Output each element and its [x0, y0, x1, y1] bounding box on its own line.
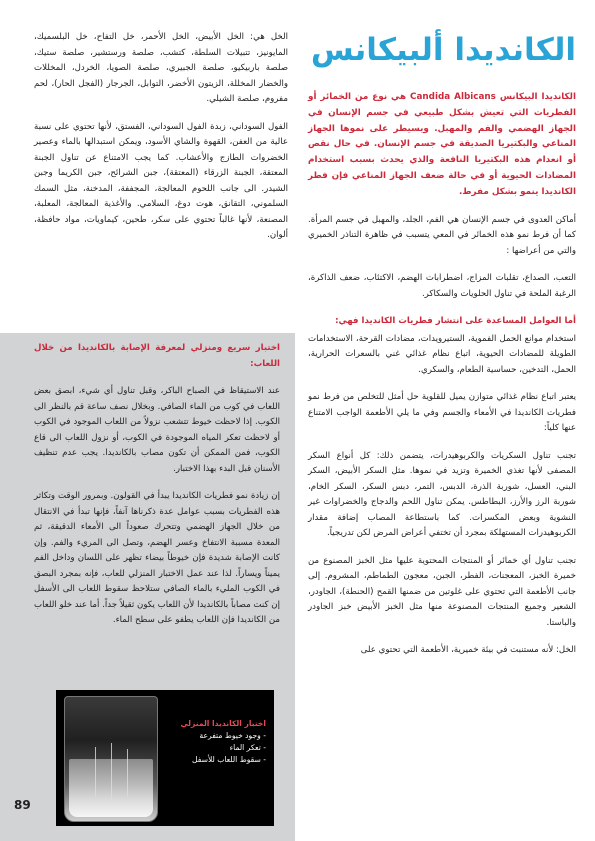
- photo-caption-item: - سقوط اللعاب للأسفل: [192, 755, 266, 764]
- saliva-test-photo: [56, 690, 274, 826]
- photo-caption-item: - تعكر الماء: [229, 743, 266, 752]
- sidebar-paragraph: إن زيادة نمو فطريات الكانديدا يبدأ في القولون. وبمرور الوقت وتكاثر هذه الفطريات بسبب عوامل عدة ذكرناها آنفاً، فإنها تبدأ في الانتقال من خلال الجهاز الهضمي وتتحرك صعوداً الى الأمعاء الدقيقة، ثم المعدة مسببة الانتفاخ وعسر الهضم، وتصل الى المريء والفم. وإن كانت الإصابة شديدة فإن خيوطاً بيضاء تظهر على اللسان وداخل الفم يميناً ويساراً. لذا عند عمل الاختبار المنزلي للعاب، فإنه بمجرد البصق في الكوب المليء بالماء الصافي ستلاحظ سقوط اللعاب الى الأسفل إن كنت مصاباً بالكانديدا لأن اللعاب يكون ثقيلاً جداً. أما عند خلو اللعاب من الكانديدا فإن اللعاب يطفو على سطح الماء.: [34, 491, 280, 625]
- body-paragraph: تجنب تناول السكريات والكربوهيدرات، يتضمن ذلك: كل أنواع السكر المصفى لأنها تغذي الخميرة وتزيد في نموها. مثل السكر الأبيض، السكر البني، العسل، شوربة الذرة، الدبس، التمر، دبس السكر، السكر الخام، شوربة الرز والأرز، البطاطس. يمكن تناول اللحم والدجاج والخضراوات غير النشوية وبعض المكسرات. كما باستطاعة المصاب إضافة مقدار الكربوهيدرات المستهلكة بمجرد أن تختفي أعراض المرض لكن تدريجياً.: [308, 450, 576, 539]
- body-paragraph: التعب، الصداع، تقلبات المزاج، اضطرابات الهضم، الاكتئاب، ضعف الذاكرة، الرغبة الملحة في تناول الحلويات والسكاكر.: [308, 273, 576, 299]
- saliva-strand: [95, 747, 96, 797]
- body-paragraph: الخل هي: الخل الأبيض، الخل الأحمر، خل التفاح، خل البلسميك، المايونيز، تتبيلات السلطة، كتشب، صلصة ورستشير، صلصة ستيك، صلصة باربيكيو، صلصة الجبيري، صلصة الصويا، الخردل، المخللات والخضار المخللة، الزيتون الأخضر، التوابل، الجرجار (الفجل الحار)، لحم مفروم، صلصة الشيلي.: [34, 32, 288, 104]
- body-paragraph: أماكن العدوى في جسم الإنسان هي الفم، الجلد، والمهبل في جسم المرأة. كما أن فرط نمو هذه الخمائر في المعي يتسبب في ظاهرة التناذر الخميري والتي من أعراضها :: [308, 214, 576, 256]
- right-column: [308, 24, 576, 671]
- glass-of-water-image: [64, 696, 158, 822]
- sidebar-box-title: اختبار سريع ومنزلي لمعرفة الإصابة بالكانديدا من خلال اللعاب:: [34, 343, 280, 369]
- saliva-strand: [111, 743, 112, 803]
- page-number: 89: [14, 798, 31, 812]
- section-subheading: أما العوامل المساعدة على انتشار فطريات الكانديدا فهي:: [335, 316, 576, 327]
- sidebar-box-content: [34, 341, 280, 641]
- saliva-strand: [127, 749, 128, 797]
- photo-caption: [160, 718, 266, 766]
- article-title: الكانديدا ألبيكانس: [310, 32, 576, 68]
- photo-caption-title: اختبار الكانديدا المنزلي: [180, 719, 266, 728]
- body-paragraph: الفول السوداني، زبدة الفول السوداني، الفستق، لأنها تحتوي على نسبة عالية من العفن، القهوة والشاي الأسود، ويمكن استبدالها بالماء وعصير الخضروات الطازج والأعشاب. كما يجب الامتناع عن تناول الجبنة المعتقة، الجبنة الزرقاء (المعتقة)، جبن الشرائح، جبن الكريما وجبن الشيدر. الى جانب اللحوم المعالجة، المجففة، المدخنة، مثل السمك السلموني، التقانق، هوت دوغ، السلامي. والأغذية المعالجة، المعلبة، المصنعة، لأنها غالباً تحتوي على سكر، طحين، كيماويات، مواد حافظة، ألوان.: [34, 121, 288, 240]
- body-paragraph: استخدام موانع الحمل الفموية، الستيرويدات، مضادات القرحة، الاستخدامات الطويلة للمضادات الحيوية، اتباع نظام غذائي غني بالسعرات الحرارية، الحمل، التدخين، حساسية الطعام، والسكري.: [308, 333, 576, 375]
- left-column-top: [34, 30, 288, 256]
- body-paragraph: يعتبر اتباع نظام غذائي متوازن يميل للقلوية حل أمثل للتخلص من فرط نمو فطريات الكانديدا في الأمعاء والجسم وفي ما يلي الأطعمة الواجب الامتناع عنها كلياً:: [308, 392, 576, 434]
- body-paragraph: الخل: لأنه مستنبت في بيئة خميرية، الأطعمة التي تحتوي على: [360, 645, 576, 656]
- body-paragraph: تجنب تناول أي خمائر أو المنتجات المحتوية عليها مثل الخبز المصنوع من خميرة الخبز، المعجنات، الفطر، الجبن، معجون الطماطم، المشروم. إلى جانب الأطعمة التي تحتوي على غلوتين من ضمنها القمح (الحنطة)، الجاودر، الشعير وجميع المنتجات المصنوعة منها مثل الخبز الأبيض خبز الجاودر والباستا.: [308, 555, 576, 628]
- sidebar-paragraph: عند الاستيقاظ في الصباح الباكر، وقبل تناول أي شيء، ابصق بعض اللعاب في كوب من الماء الصافي. وبخلال نصف ساعة قم بالنظر الى الكوب. إذا لاحظت خيوط تتشعب نزولاً من اللعاب الموجود في الكوب أو لاحظت تعكر المياه الموجودة في الكوب، أو نزول اللعاب الى قاع الكوب، فمن الممكن أن تكون مصاب بالكانديدا. يجب عدم تنظيف الأسنان قبل البدء بهذا الاختبار.: [34, 386, 280, 474]
- photo-caption-item: - وجود خيوط متفرعة: [199, 731, 266, 740]
- lead-paragraph: الكانديدا البيكانس Candida Albicans هي نوع من الخمائر أو الفطريات التي تعيش بشكل طبيعي في جسم الإنسان في الجهاز الهضمي والفم والمهبل. ويسيطر على نموها الجهاز المناعي والبكتيريا الصديقة في جسم الإنسان. في حال نقص أو انعدام هذه البكتيريا النافعة والذي يحدث بسبب استخدام المضادات الحيوية أو في حالة ضعف الجهاز المناعي فإن فطر الكانديدا ينمو بشكل مفرط.: [308, 92, 576, 197]
